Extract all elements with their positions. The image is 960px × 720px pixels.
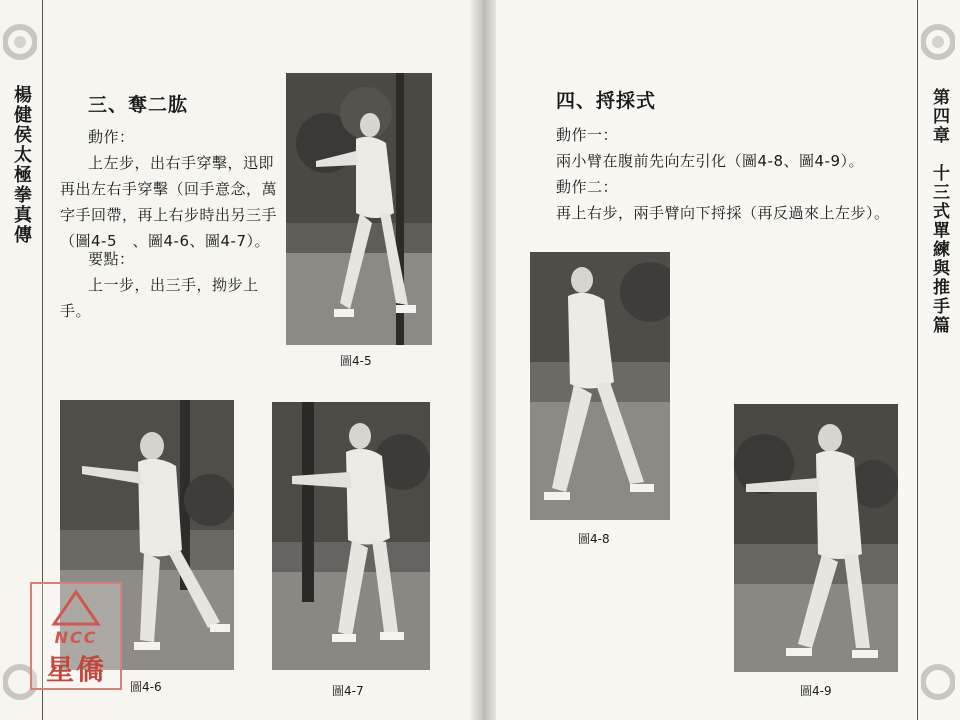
action1-text: 兩小臂在腹前先向左引化（圖4-8、圖4-9）。 [556,152,865,170]
book-gutter [470,0,496,720]
action2-text: 再上右步，兩手臂向下捋採（再反過來上左步）。 [556,204,890,222]
action2-label: 動作二： [556,178,619,196]
watermark-triangle-icon [32,584,120,634]
caption-figure-4-6: 圖4-6 [130,680,162,694]
photo-figure-4-5 [286,73,432,345]
key-points-line: 手。 [60,302,92,320]
section-heading-left: 三、奪二肱 [88,94,189,116]
watermark-stamp [30,582,122,690]
right-body-text [556,122,896,226]
decorative-seal-icon [3,12,37,72]
watermark-chinese: 星僑 [45,653,106,686]
key-points-line: 上一步，出三手，拗步上 [88,276,259,294]
caption-figure-4-9: 圖4-9 [800,684,832,698]
watermark-latin: NCC [54,628,98,647]
action-line: （圖4-5 、圖4-6、圖4-7）。 [60,232,270,250]
left-body-text-cont [60,176,280,254]
right-margin [917,0,960,720]
key-points-label: 要點： [88,250,135,268]
decorative-seal-icon [921,652,955,712]
photo-figure-4-8 [530,252,670,520]
key-points-cont [60,298,160,324]
caption-figure-4-5: 圖4-5 [340,354,372,368]
photo-figure-4-7 [272,402,430,670]
left-body-text [88,124,278,176]
right-running-title: 第四章 十三式單練與推手篇 [929,88,949,335]
action-line: 字手回帶，再上右步時出另三手 [60,206,278,224]
key-points-block [88,246,278,298]
action-line: 再出左右手穿擊（回手意念，萬 [60,180,278,198]
decorative-seal-icon [921,12,955,72]
caption-figure-4-7: 圖4-7 [332,684,364,698]
action1-label: 動作一： [556,126,619,144]
action-line: 上左步，出右手穿擊，迅即 [88,154,275,172]
photo-figure-4-9 [734,404,898,672]
left-running-title: 楊健侯太極拳真傳 [11,85,32,245]
action-label: 動作： [88,128,135,146]
section-heading-right: 四、捋採式 [556,90,657,112]
caption-figure-4-8: 圖4-8 [578,532,610,546]
